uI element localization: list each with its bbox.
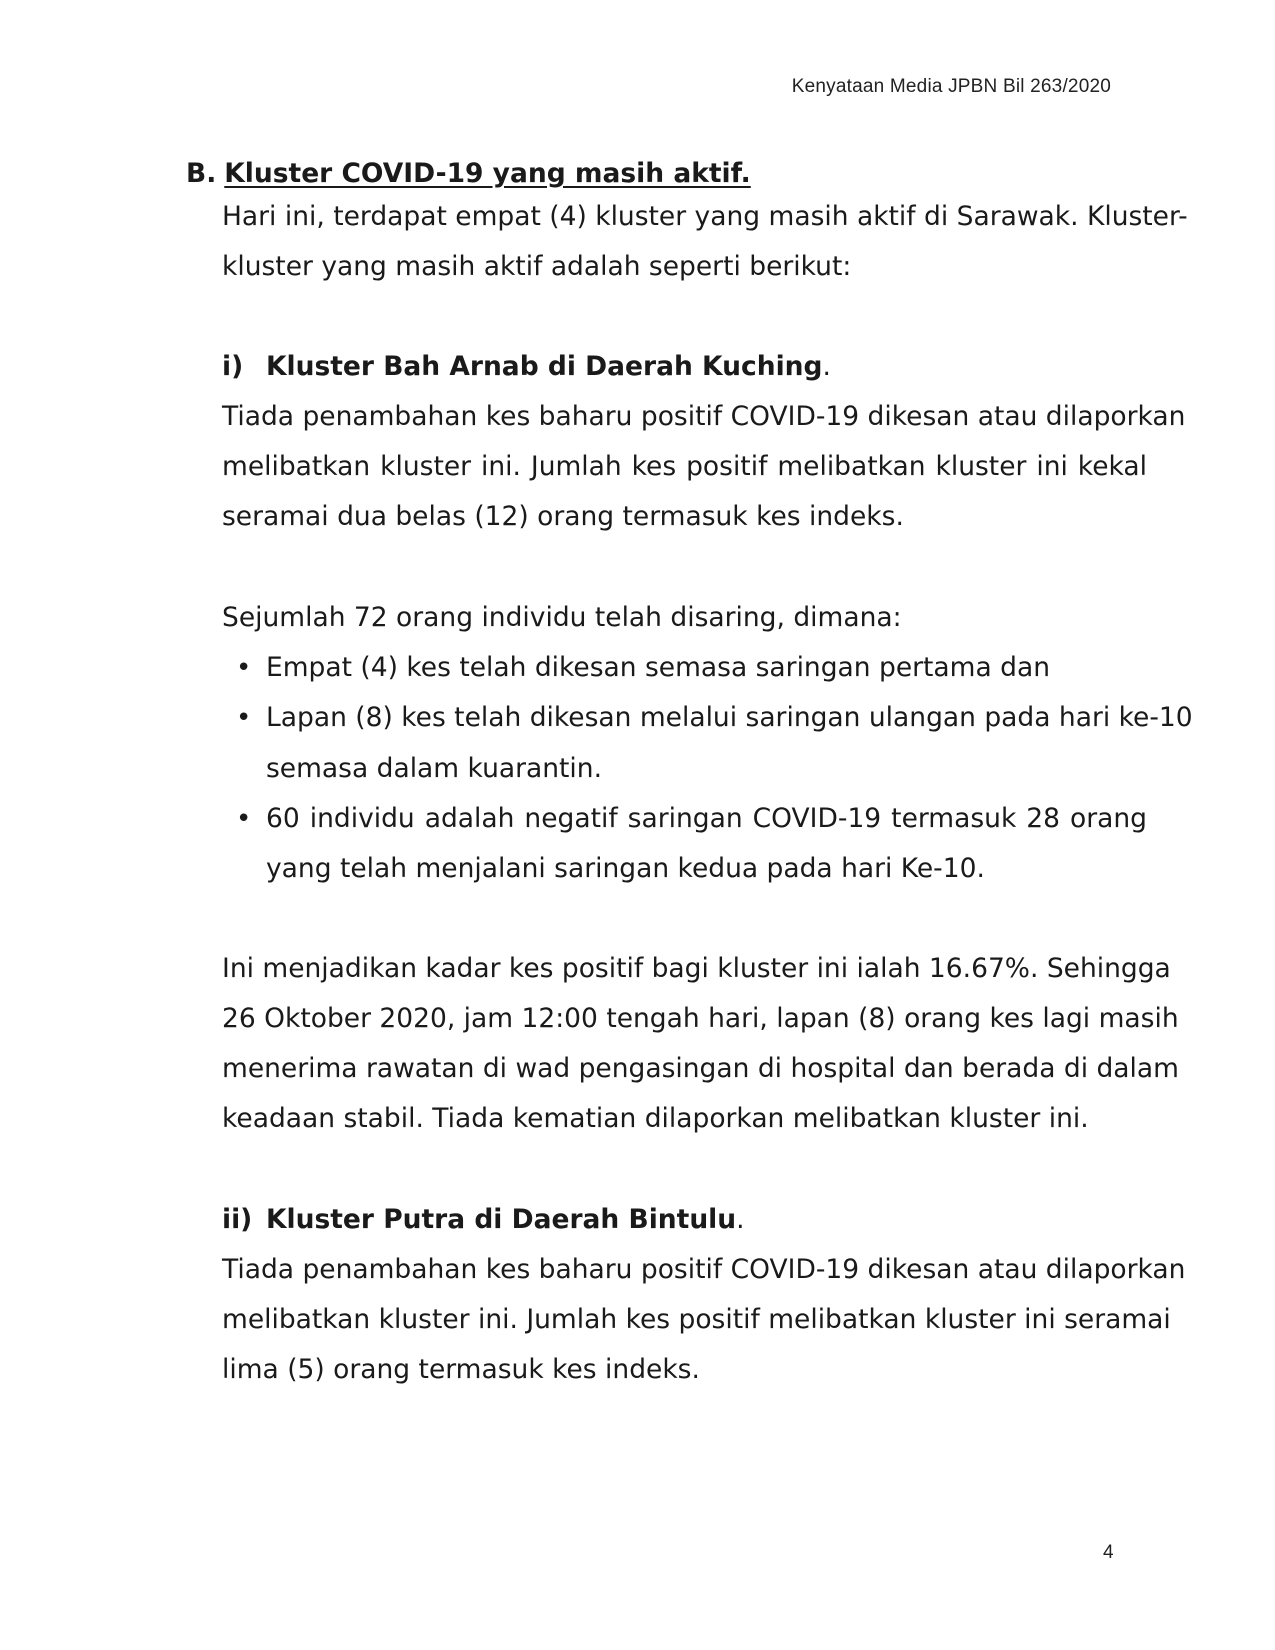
cluster-2-heading [222,1202,745,1238]
bullet-icon: • [236,653,252,683]
section-intro-line: Hari ini, terdapat empat (4) kluster yang masih aktif di Sarawak. Kluster- [222,201,1188,232]
screening-intro: Sejumlah 72 orang individu telah disaring, dimana: [222,602,902,633]
section-title: Kluster COVID-19 yang masih aktif. [224,158,751,189]
document-reference: Kenyataan Media JPBN Bil 263/2020 [791,76,1111,97]
cluster-1-paragraph-line: Tiada penambahan kes baharu positif COVID-19 dikesan atau dilaporkan [222,401,1186,432]
cluster-1-summary-line: 26 Oktober 2020, jam 12:00 tengah hari, lapan (8) orang kes lagi masih [222,1003,1179,1034]
cluster-2-number: ii) [222,1204,253,1235]
cluster-1-summary-line: keadaan stabil. Tiada kematian dilaporkan melibatkan kluster ini. [222,1103,1089,1134]
bullet-icon: • [236,703,252,733]
cluster-1-summary-line: Ini menjadikan kadar kes positif bagi kluster ini ialah 16.67%. Sehingga [222,953,1171,984]
section-intro-line: kluster yang masih aktif adalah seperti berikut: [222,251,852,282]
cluster-2-paragraph-line: melibatkan kluster ini. Jumlah kes positif melibatkan kluster ini seramai [222,1304,1171,1335]
bullet-icon: • [236,804,252,834]
cluster-2-paragraph-line: lima (5) orang termasuk kes indeks. [222,1354,700,1385]
cluster-1-title-end: . [822,351,831,382]
page-number: 4 [1103,1542,1114,1563]
cluster-1-paragraph-line: seramai dua belas (12) orang termasuk kes indeks. [222,501,904,532]
section-letter: B. [186,158,217,189]
cluster-1-summary-line: menerima rawatan di wad pengasingan di hospital dan berada di dalam [222,1053,1179,1084]
cluster-1-number: i) [222,351,244,382]
cluster-2-paragraph-line: Tiada penambahan kes baharu positif COVID-19 dikesan atau dilaporkan [222,1254,1186,1285]
bullet-item-line: 60 individu adalah negatif saringan COVID-19 termasuk 28 orang [266,803,1147,834]
cluster-1-heading [222,349,831,385]
bullet-item-line: Lapan (8) kes telah dikesan melalui saringan ulangan pada hari ke-10 [266,702,1193,733]
cluster-2-title-end: . [736,1204,745,1235]
section-b-heading [186,156,751,192]
cluster-2-title: Kluster Putra di Daerah Bintulu [266,1204,737,1235]
cluster-1-paragraph-line: melibatkan kluster ini. Jumlah kes positif melibatkan kluster ini kekal [222,451,1147,482]
bullet-item-line: Empat (4) kes telah dikesan semasa saringan pertama dan [266,652,1050,683]
bullet-item-line: yang telah menjalani saringan kedua pada hari Ke-10. [266,853,985,884]
bullet-item-line: semasa dalam kuarantin. [266,753,602,784]
cluster-1-title: Kluster Bah Arnab di Daerah Kuching [266,351,823,382]
